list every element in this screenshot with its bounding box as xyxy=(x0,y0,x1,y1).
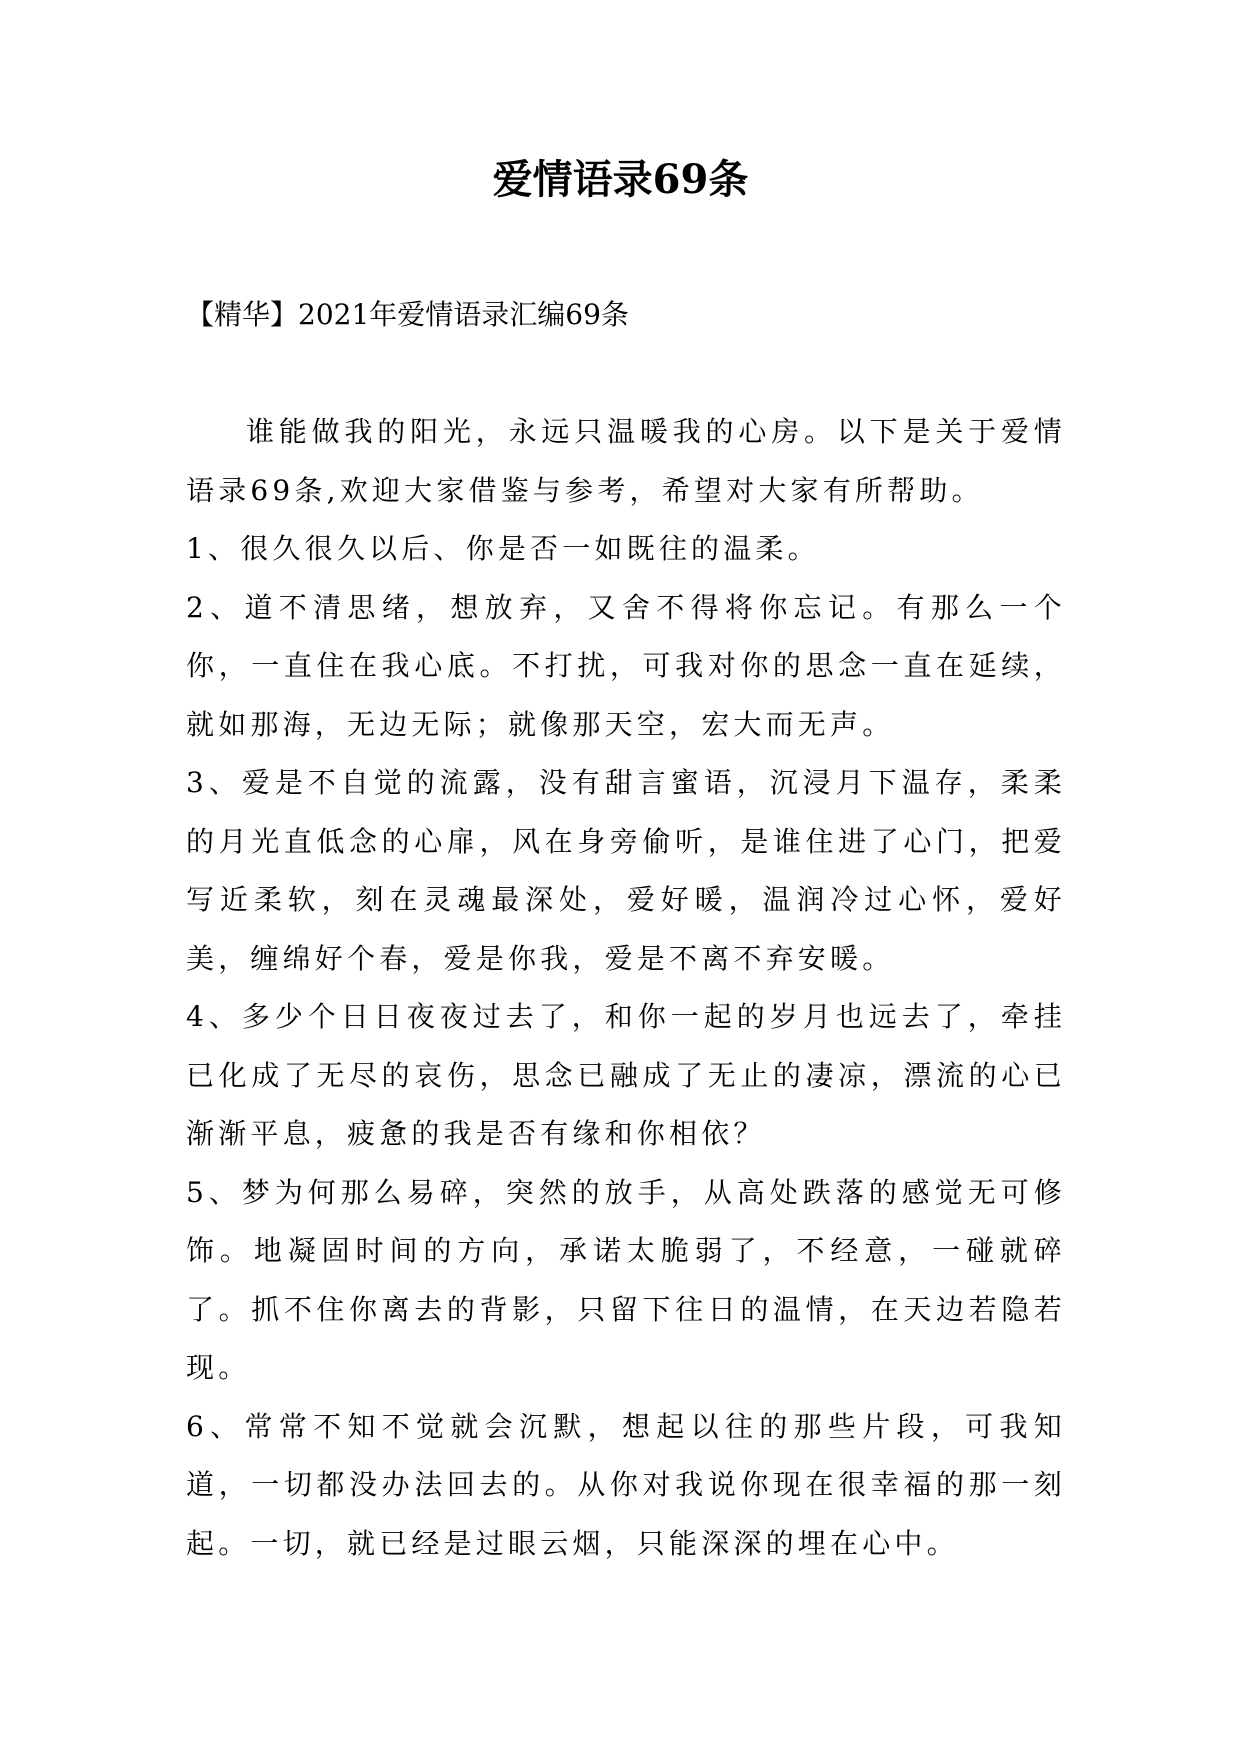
list-item: 5、梦为何那么易碎，突然的放手，从高处跌落的感觉无可修饰。地凝固时间的方向，承诺太脆弱了，不经意，一碰就碎了。抓不住你离去的背影，只留下往日的温情，在天边若隐若现。 xyxy=(186,1175,1066,1384)
list-item: 6、常常不知不觉就会沉默，想起以往的那些片段，可我知道，一切都没办法回去的。从你对我说你现在很幸福的那一刻起。一切，就已经是过眼云烟，只能深深的埋在心中。 xyxy=(186,1409,1066,1560)
list-item: 3、爱是不自觉的流露，没有甜言蜜语，沉浸月下温存，柔柔的月光直低念的心扉，风在身旁偷听，是谁住进了心门，把爱写近柔软，刻在灵魂最深处，爱好暖，温润冷过心怀，爱好美，缠绵好个春，爱是你我，爱是不离不弃安暖。 xyxy=(186,766,1066,975)
document-body xyxy=(186,403,1066,1573)
document-title: 爱情语录69条 xyxy=(492,156,749,203)
list-item: 1、很久很久以后、你是否一如既往的温柔。 xyxy=(186,532,820,565)
list-item: 2、道不清思绪，想放弃，又舍不得将你忘记。有那么一个你，一直住在我心底。不打扰，可我对你的思念一直在延续，就如那海，无边无际；就像那天空，宏大而无声。 xyxy=(186,590,1066,741)
intro-paragraph: 谁能做我的阳光，永远只温暖我的心房。以下是关于爱情语录69条,欢迎大家借鉴与参考，希望对大家有所帮助。 xyxy=(186,415,1066,507)
list-item: 4、多少个日日夜夜过去了，和你一起的岁月也远去了，牵挂已化成了无尽的哀伤，思念已融成了无止的凄凉，漂流的心已渐渐平息，疲惫的我是否有缘和你相依？ xyxy=(186,1000,1066,1150)
document-subtitle: 【精华】2021年爱情语录汇编69条 xyxy=(186,298,629,331)
